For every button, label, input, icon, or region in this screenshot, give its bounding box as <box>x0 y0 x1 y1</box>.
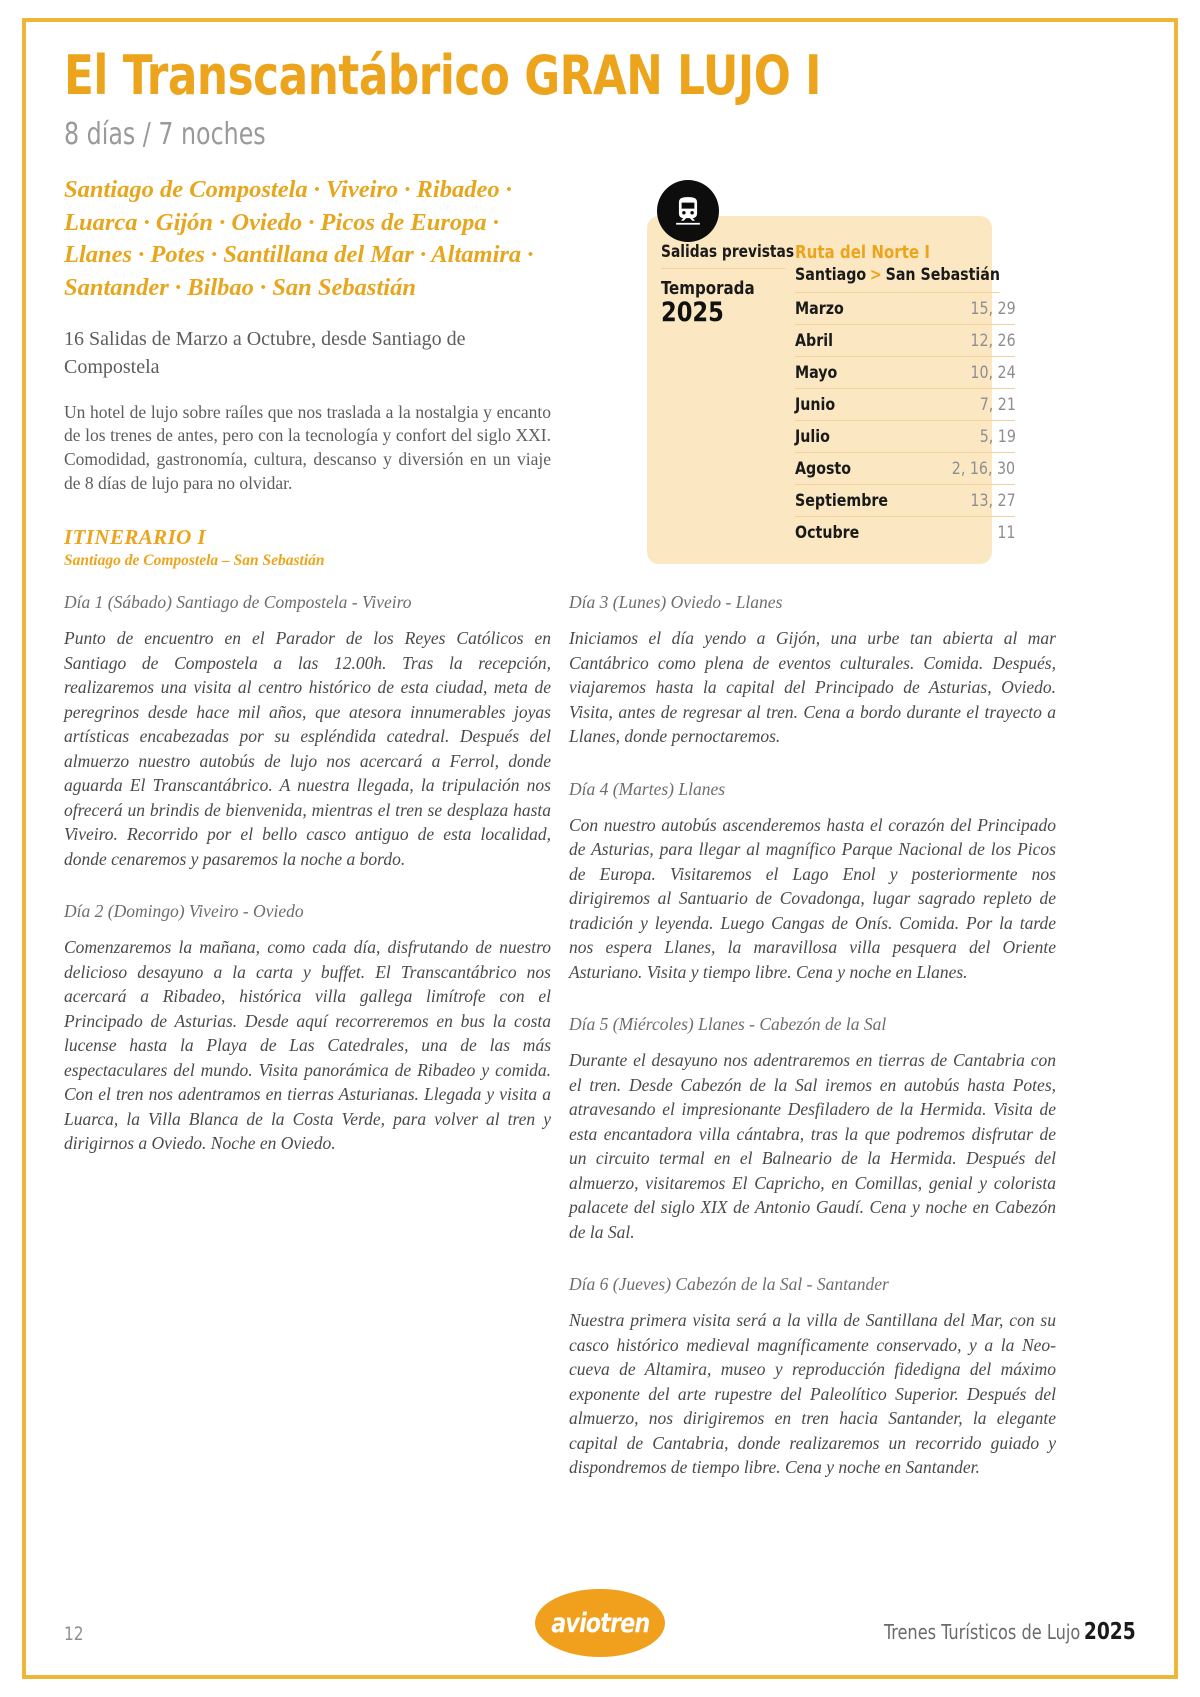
departure-days: 2, 16, 30 <box>952 459 1016 480</box>
aviotren-logo-text: aviotren <box>550 1607 650 1639</box>
day-body: Con nuestro autobús ascenderemos hasta el corazón del Principado de Asturias, para llegar al magnífico Parque Nacional de los Picos de Europa. Visitaremos el Lago Enol y posteriormente nos dirigiremos al Santuario de Covadonga, lugar sagrado repleto de tradición y leyenda. Luego Cangas de Onís. Comida. Por la tarde nos espera Llanes, la maravillosa villa pesquera del Oriente Asturiano. Visita y tiempo libre. Cena y noche en Llanes. <box>569 814 1056 982</box>
departure-row <box>795 389 1015 421</box>
route-arrow-icon: > <box>869 265 882 286</box>
season-label: Temporada <box>661 278 755 300</box>
departure-row <box>795 453 1015 485</box>
route-destination: San Sebastián <box>885 265 1001 286</box>
departure-month: Marzo <box>795 299 844 320</box>
route-name: Ruta del Norte I <box>795 242 930 264</box>
departures-left <box>647 242 795 548</box>
footer-caption-text: Trenes Turísticos de Lujo <box>884 1620 1081 1644</box>
day-heading: Día 1 (Sábado) Santiago de Compostela - Viveiro <box>64 592 412 613</box>
itinerary-left-column <box>64 592 551 1531</box>
day-body: Comenzaremos la mañana, como cada día, disfrutando de nuestro delicioso desayuno a la carta y buffet. El Transcantábrico nos acercará a Ribadeo, histórica villa gallega limítrofe con el Principado de Asturias. Desde aquí recorreremos en bus la costa lucense hasta la Playa de Las Catedrales, una de las más espectaculares del mundo. Visita panorámica de Ribadeo y comida. Con el tren nos adentramos en tierras Asturianas. Llegada y visita a Luarca, la Villa Blanca de la Costa Verde, para volver al tren y dirigirnos a Oviedo. Noche en Oviedo. <box>64 937 551 1154</box>
departures-inner <box>647 242 1016 548</box>
departure-days: 12, 26 <box>970 331 1016 352</box>
route-endpoints <box>795 265 1000 293</box>
page-subtitle: 8 días / 7 noches <box>64 117 266 153</box>
departure-days: 5, 19 <box>979 427 1016 448</box>
day-body: Nuestra primera visita será a la villa de Santillana del Mar, con su casco histórico medieval magníficamente conservado, y a la Neo-cueva de Altamira, museo y reproducción fidedigna del máximo exponente del arte rupestre del Paleolítico Superior. Después del almuerzo, nos dirigiremos en tren hacia Santander, la elegante capital de Cantabria, donde realizaremos un recorrido guiado y dispondremos de tiempo libre. Cena y noche en Santander. <box>569 1310 1056 1478</box>
page-footer <box>64 1595 1136 1649</box>
departures-right <box>795 242 1031 548</box>
departure-days: 7, 21 <box>979 395 1016 416</box>
day-heading: Día 6 (Jueves) Cabezón de la Sal - Santander <box>569 1274 889 1295</box>
aviotren-logo <box>535 1589 665 1657</box>
departures-lead-text: 16 Salidas de Marzo a Octubre, desde Santiago de Compostela <box>64 328 466 378</box>
departure-row <box>795 421 1015 453</box>
itinerary-heading: ITINERARIO I <box>64 525 206 550</box>
departure-month: Agosto <box>795 459 852 480</box>
departure-month: Julio <box>795 427 830 448</box>
day-body: Punto de encuentro en el Parador de los Reyes Católicos en Santiago de Compostela a las 12.00h. Tras la recepción, realizaremos una visita al centro histórico de esta ciudad, meta de peregrinos desde hace mil años, que atesora innumerables joyas artísticas encabezadas por su espléndida catedral. Después del almuerzo nuestro autobús de lujo nos acercará a Ferrol, donde aguarda El Transcantábrico. A nuestra llegada, la tripulación nos ofrecerá un brindis de bienvenida, mientras el tren se desplaza hasta Viveiro. Recorrido por el bello casco antiguo de esta localidad, donde cenaremos y pasaremos la noche a bordo. <box>64 628 551 869</box>
day-heading: Día 4 (Martes) Llanes <box>569 778 726 799</box>
departure-month: Octubre <box>795 523 860 544</box>
departures-table <box>795 293 1015 548</box>
departure-days: 11 <box>997 523 1016 544</box>
departure-days: 15, 29 <box>970 299 1016 320</box>
departure-row <box>795 517 1015 548</box>
departure-month: Mayo <box>795 363 838 384</box>
train-icon <box>657 180 719 242</box>
day-heading: Día 3 (Lunes) Oviedo - Llanes <box>569 592 783 613</box>
route-origin: Santiago <box>795 265 867 286</box>
page-title: El Transcantábrico GRAN LUJO I <box>64 44 821 107</box>
intro-left-column <box>64 174 551 570</box>
page-content <box>64 44 1064 1478</box>
departure-row <box>795 325 1015 357</box>
departures-panel <box>647 216 1016 564</box>
route-destination-list: Santiago de Compostela · Viveiro · Ribadeo · Luarca · Gijón · Oviedo · Picos de Europa · Llanes · Potes · Santillana del Mar · Altamira · Santander · Bilbao · San Sebastián <box>64 176 534 301</box>
departure-days: 13, 27 <box>970 491 1016 512</box>
day-body: Iniciamos el día yendo a Gijón, una urbe tan abierta al mar Cantábrico como plena de eventos culturales. Comida. Después, viajaremos hasta la capital del Principado de Asturias, Oviedo. Visita, antes de regresar al tren. Cena a bordo durante el trayecto a Llanes, donde pernoctaremos. <box>569 628 1056 747</box>
departure-month: Septiembre <box>795 491 889 512</box>
day-heading: Día 5 (Miércoles) Llanes - Cabezón de la Sal <box>569 1014 887 1035</box>
day-body: Durante el desayuno nos adentraremos en tierras de Cantabria con el tren. Desde Cabezón de la Sal iremos en autobús hasta Potes, atravesando el impresionante Desfiladero de la Hermida. Visita de esta encantadora villa cántabra, tras la que podremos disfrutar de un circuito termal en el Balneario de la Hermida. Después del almuerzo, visitaremos El Capricho, en Comillas, genial y colorista palacete del siglo XIX de Antonio Gaudí. Cena y noche en Cabezón de la Sal. <box>569 1050 1056 1242</box>
departure-days: 10, 24 <box>970 363 1016 384</box>
departure-row <box>795 357 1015 389</box>
footer-caption-year: 2025 <box>1084 1619 1136 1645</box>
departure-row <box>795 293 1015 325</box>
intro-blurb: Un hotel de lujo sobre raíles que nos traslada a la nostalgia y encanto de los trenes de antes, pero con la tecnología y confort del siglo XXI. Comodidad, gastronomía, cultura, descanso y diversión en un viaje de 8 días de lujo para no olvidar. <box>64 401 551 493</box>
itinerary-right-column <box>569 592 1056 1510</box>
departures-label: Salidas previstas <box>661 242 786 269</box>
departure-row <box>795 485 1015 517</box>
day-heading: Día 2 (Domingo) Viveiro - Oviedo <box>64 901 304 922</box>
itinerary-subheading: Santiago de Compostela – San Sebastián <box>64 552 325 570</box>
intro-row <box>64 174 1064 570</box>
footer-caption <box>884 1619 1136 1645</box>
page-number: 12 <box>64 1623 84 1645</box>
departure-month: Junio <box>795 395 836 416</box>
departure-month: Abril <box>795 331 833 352</box>
cathedral-photo <box>64 1186 551 1531</box>
season-year: 2025 <box>661 297 724 329</box>
